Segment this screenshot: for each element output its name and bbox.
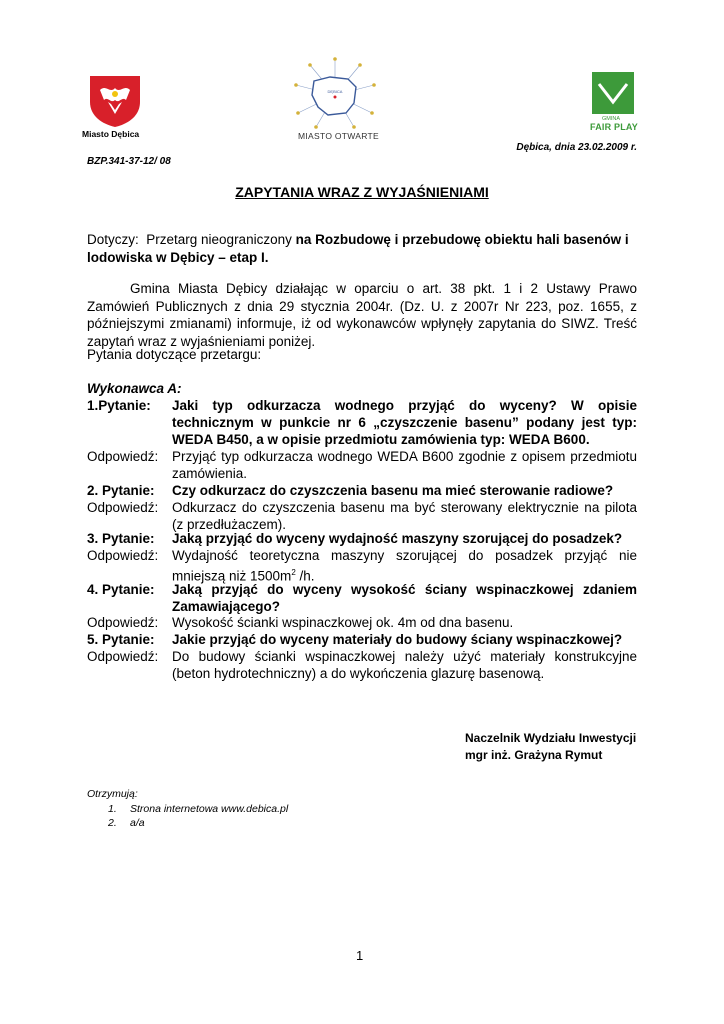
question-text: Jaką przyjąć do wyceny wydajność maszyny szorującej do posadzek? [172, 531, 623, 546]
subject-paragraph [87, 231, 637, 266]
subject-text: na Rozbudowę i przebudowę obiektu hali basenów i lodowiska w Dębicy – etap I. [87, 232, 629, 265]
list-item: 2. a/a [108, 817, 145, 829]
question-5 [87, 631, 637, 648]
question-label: 1.Pytanie: [87, 398, 151, 413]
city-caption: Miasto Dębica [82, 129, 140, 139]
answer-text: Wysokość ścianki wspinaczkowej ok. 4m od dna basenu. [172, 615, 514, 630]
list-item: 1. Strona internetowa www.debica.pl [108, 803, 289, 815]
question-label: 4. Pytanie: [87, 582, 155, 597]
question-2 [87, 482, 637, 499]
fair-play-logo [592, 72, 634, 114]
answer-1 [87, 448, 637, 482]
answer-text: Wydajność teoretyczna maszyny szorującej do posadzek przyjąć nie mniejszą niż $1500m^2$ /h. [172, 548, 637, 584]
answer-label: Odpowiedź: [87, 615, 159, 630]
document-date: Dębica, dnia 23.02.2009 r. [516, 142, 637, 153]
question-text: Jaki typ odkurzacza wodnego przyjąć do wyceny? W opisie technicznym w punkcie nr 6 „czyszczenie basenu” podany jest typ: WEDA B450, a w opisie przedmiotu zamówienia typ: WEDA B600. [172, 398, 637, 447]
question-3 [87, 530, 637, 547]
fair-play-text: FAIR PLAY [590, 122, 638, 132]
intro-paragraph: Gmina Miasta Dębicy działając w oparciu o art. 38 pkt. 1 i 2 Ustawy Prawo Zamówień Publicznych z dnia 29 stycznia 2004r. (Dz. U. z 2007r Nr 223, poz. 1655, z późniejszymi zmianami) informuje, iż od wykonawców wpłynęły zapytania do SIWZ. Treść zapytań wraz z wyjaśnieniami poniżej. [87, 281, 637, 349]
answer-5 [87, 648, 637, 682]
question-label: 2. Pytanie: [87, 483, 155, 498]
question-text: Czy odkurzacz do czyszczenia basenu ma mieć sterowanie radiowe? [172, 483, 614, 498]
answer-text: Przyjąć typ odkurzacza wodnego WEDA B600 zgodnie z opisem przedmiotu zamówienia. [172, 449, 637, 481]
question-text: Jakie przyjąć do wyceny materiały do budowy ściany wspinaczkowej? [172, 632, 623, 647]
signature-name: mgr inż. Grażyna Rymut [465, 748, 603, 762]
contractor-label: Wykonawca A: [87, 381, 182, 396]
city-crest-logo [86, 74, 144, 128]
answer-3 [87, 547, 637, 585]
questions-heading: Pytania dotyczące przetargu: [87, 347, 262, 362]
fair-play-small-text: GMINA [602, 116, 621, 122]
answer-text: Do budowy ścianki wspinaczkowej należy użyć materiały konstrukcyjne (beton hydrotechniczny) a do wykończenia glazurę basenową. [172, 649, 637, 681]
question-4 [87, 581, 637, 615]
question-label: 3. Pytanie: [87, 531, 155, 546]
svg-text:DĘBICA: DĘBICA [327, 89, 343, 94]
answer-label: Odpowiedź: [87, 649, 159, 664]
document-title: ZAPYTANIA WRAZ Z WYJAŚNIENIAMI [235, 184, 489, 200]
open-city-caption: MIASTO OTWARTE [298, 131, 380, 141]
page-number: 1 [356, 948, 364, 963]
answer-label: Odpowiedź: [87, 500, 159, 515]
subject-prefix: Dotyczy: Przetarg nieograniczony [87, 232, 296, 247]
answer-4 [87, 614, 637, 631]
signature-title: Naczelnik Wydziału Inwestycji [465, 731, 637, 745]
recipients-heading: Otrzymują: [87, 788, 138, 800]
signature-block [465, 730, 636, 764]
answer-label: Odpowiedź: [87, 449, 159, 464]
answer-label: Odpowiedź: [87, 548, 159, 563]
answer-2 [87, 499, 637, 533]
answer-text: Odkurzacz do czyszczenia basenu ma być sterowany elektrycznie na pilota (z przedłużaczem). [172, 500, 637, 532]
recipients-list [108, 802, 288, 830]
question-label: 5. Pytanie: [87, 632, 155, 647]
reference-number: BZP.341-37-12/ 08 [87, 156, 171, 167]
question-text: Jaką przyjąć do wyceny wysokość ściany wspinaczkowej zdaniem Zamawiającego? [172, 582, 637, 614]
question-1 [87, 397, 637, 448]
